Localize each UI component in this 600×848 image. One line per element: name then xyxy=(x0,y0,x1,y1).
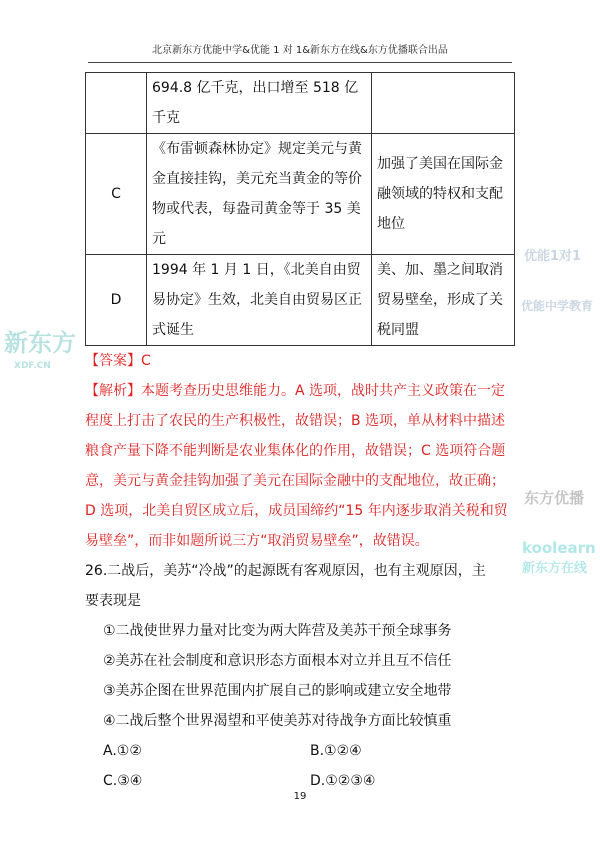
table-row xyxy=(86,73,515,134)
watermark-dongfang: 东方优播 xyxy=(524,489,585,507)
choice-b: B.①②④ xyxy=(310,743,362,759)
statement-item: ④二战后整个世界渴望和平使美苏对待战争方面比较慎重 xyxy=(103,713,452,729)
page-number: 19 xyxy=(293,791,307,802)
watermark-koolearn: koolearn xyxy=(522,539,596,557)
question-stem: 要表现是 xyxy=(85,593,141,609)
watermark-youneng: 优能中学教育 xyxy=(521,299,594,313)
choice-c: C.③④ xyxy=(103,773,143,789)
analysis-line: 程度上打击了农民的生产积极性，故错误；B 选项，单从材料中描述 xyxy=(85,413,506,429)
table-cell: 《布雷顿森林协定》规定美元与黄金直接挂钩，美元充当黄金的等价物或代表，每盎司黄金等于 35 美元 xyxy=(147,134,372,255)
choice-a: A.①② xyxy=(103,743,142,759)
analysis-line: D 选项，北美自贸区成立后，成员国缔约“15 年内逐步取消关税和贸 xyxy=(85,503,508,519)
table-cell: 加强了美国在国际金融领域的特权和支配地位 xyxy=(372,134,515,255)
header-divider xyxy=(88,62,512,63)
options-table xyxy=(85,72,515,346)
choices-row xyxy=(85,736,517,766)
watermark-koolearn-cn: 新东方在线 xyxy=(522,561,588,576)
table-row xyxy=(86,134,515,255)
watermark-youneng-1v1: 优能1对1 xyxy=(524,249,582,264)
question-stem: 26.二战后，美苏“冷战”的起源既有客观原因，也有主观原因，主 xyxy=(85,563,486,579)
page-header: 北京新东方优能中学&优能 1 对 1&新东方在线&东方优播联合出品 xyxy=(152,45,448,56)
statement-item: ③美苏企图在世界范围内扩展自己的影响或建立安全地带 xyxy=(103,683,452,699)
table-cell xyxy=(372,73,515,134)
watermark-xdf-url: XDF.CN xyxy=(14,361,51,371)
analysis-line: 易壁垒”，而非如题所说三方“取消贸易壁垒”，故错误。 xyxy=(85,533,429,549)
analysis-line: 【解析】本题考查历史思维能力。A 选项，战时共产主义政策在一定 xyxy=(85,383,506,399)
table-cell: 694.8 亿千克，出口增至 518 亿千克 xyxy=(147,73,372,134)
answer: 【答案】C xyxy=(85,353,151,369)
table-cell: D xyxy=(86,255,147,346)
main-content xyxy=(85,72,517,796)
statement-item: ②美苏在社会制度和意识形态方面根本对立并且互不信任 xyxy=(103,653,452,669)
table-cell: 美、加、墨之间取消贸易壁垒，形成了关税同盟 xyxy=(372,255,515,346)
analysis-line: 意，美元与黄金挂钩加强了美元在国际金融中的支配地位，故正确； xyxy=(85,473,505,489)
table-row xyxy=(86,255,515,346)
table-cell: 1994 年 1 月 1 日，《北美自由贸易协定》生效，北美自由贸易区正式诞生 xyxy=(147,255,372,346)
watermark-xdf: 新东方 xyxy=(4,329,76,357)
table-cell xyxy=(86,73,147,134)
analysis-line: 粮食产量下降不能判断是农业集体化的作用，故错误；C 选项符合题 xyxy=(85,443,506,459)
table-cell: C xyxy=(86,134,147,255)
statement-item: ①二战使世界力量对比变为两大阵营及美苏干预全球事务 xyxy=(103,623,452,639)
choice-d: D.①②③④ xyxy=(310,773,376,789)
